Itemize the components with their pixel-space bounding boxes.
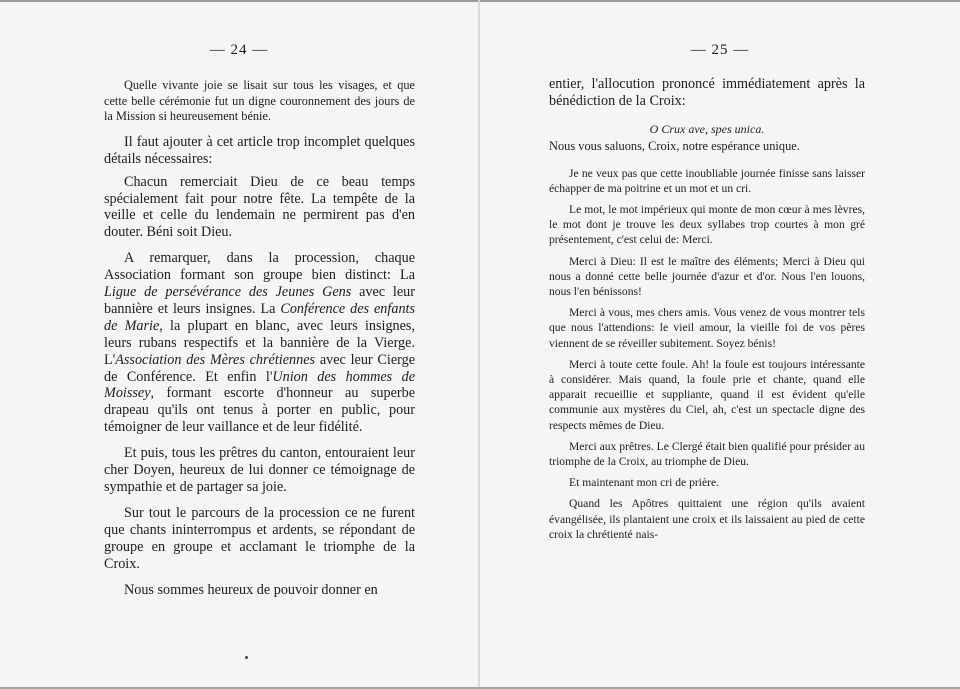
text-run: A remarquer, dans la procession, chaque Association formant son groupe bien distinct: La	[104, 250, 415, 284]
italic-run: Association des Mères chrétiennes	[115, 351, 316, 368]
italic-run: Union des hommes de Moissey	[104, 368, 415, 402]
paragraph-intro: entier, l'allocution prononcé immédiatement après la bénédiction de la Croix:	[549, 76, 865, 109]
right-page	[480, 0, 960, 689]
page-number-left: — 24 —	[209, 42, 269, 58]
paragraph: Merci à vous, mes chers amis. Vous venez de vous montrer tels que nous l'attendions: le vieil amour, la vieille foi de vos pères viennent de se réveiller subitement. Soyez bénis!	[549, 306, 865, 350]
paragraph: Chacun remerciait Dieu de ce beau temps spécialement fait pour notre fête. La tempête de la veille et celle du lendemain ne permirent pas d'en douter. Béni soit Dieu.	[104, 173, 415, 241]
text-run: , la plupart en blanc, avec leurs insignes, leurs rubans respectifs et la bannière de la Vierge. L'	[104, 317, 415, 368]
paragraph: Le mot, le mot impérieux qui monte de mon cœur à mes lèvres, le mot dont je trouve les deux syllabes trop courtes à mon gré présentement, c'est celui de: Merci.	[549, 203, 865, 247]
left-text-column	[104, 78, 415, 598]
paragraph: Je ne veux pas que cette inoubliable journée finisse sans laisser échapper de ma poitrine et un mot et un cri.	[549, 166, 865, 195]
text-run: avec leur Cierge de Conférence. Et enfin l'	[104, 351, 415, 385]
right-text-column	[549, 76, 865, 542]
page-number-right: — 25 —	[690, 42, 750, 58]
paragraph: Nous sommes heureux de pouvoir donner en	[124, 581, 378, 598]
italic-run: Conférence des enfants de Marie	[104, 300, 415, 334]
paragraph: Sur tout le parcours de la procession ce ne furent que chants ininterrompus et ardents, se répondant de groupe en groupe et acclamant le triomphe de la Croix.	[104, 504, 415, 572]
left-page	[0, 0, 478, 689]
italic-run: Ligue de persévérance des Jeunes Gens	[104, 284, 352, 301]
latin-motto: O Crux ave, spes unica.	[649, 121, 765, 136]
paragraph: Merci aux prêtres. Le Clergé était bien qualifié pour présider au triomphe de la Croix, au triomphe de Dieu.	[549, 439, 865, 469]
paragraph: Merci à Dieu: Il est le maître des éléments; Merci à Dieu qui nous a donné cette belle journée d'azur et d'or. Nous l'en louons, nous l'en bénissons!	[549, 254, 865, 299]
paragraph: Il faut ajouter à cet article trop incomplet quelques détails nécessaires:	[104, 133, 415, 167]
paragraph-associations	[104, 250, 415, 436]
paragraph: Quand les Apôtres quittaient une région qu'ils avaient évangélisée, ils plantaient une croix et ils laissaient au pied de cette croix la chrétienté nais-	[549, 497, 865, 541]
paragraph: Merci à toute cette foule. Ah! la foule est toujours intéressante à considérer. Mais quand, la foule prie et chante, quand elle apparait recueillie et suppliante, quand il est évident qu'elle communie aux mystères du Ciel, ah, c'est un spectacle digne des respects mêmes de Dieu.	[549, 357, 865, 432]
paragraph: Quelle vivante joie se lisait sur tous les visages, et que cette belle cérémonie fut un digne couronnement des jours de la Mission si heureusement bénie.	[104, 78, 415, 124]
paragraph: Et puis, tous les prêtres du canton, entouraient leur cher Doyen, heureux de lui donner ce témoignage de sympathie et de partager sa joie.	[104, 445, 415, 495]
ink-speck	[245, 656, 248, 659]
motto-translation: Nous vous saluons, Croix, notre espérance unique.	[549, 138, 800, 153]
paragraph: Et maintenant mon cri de prière.	[569, 476, 720, 490]
text-run: , formant escorte d'honneur au superbe drapeau qu'ils ont tenus à porter en public, pour témoigner de leur vaillance et de leur fidélité.	[104, 385, 415, 436]
text-run: avec leur bannière et leurs insignes. La	[104, 284, 415, 317]
